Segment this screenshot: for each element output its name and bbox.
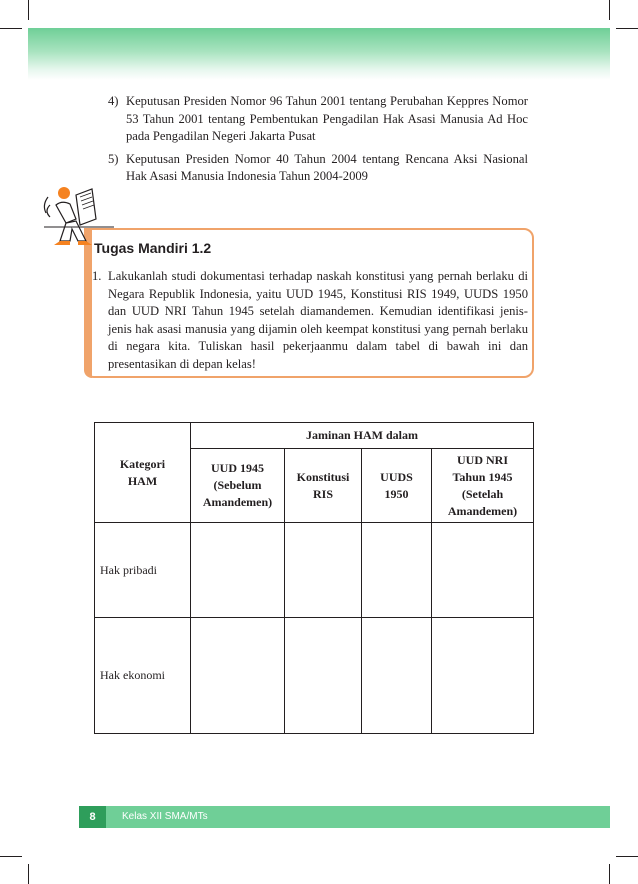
list-number: 4) bbox=[108, 94, 119, 108]
header-line: (Setelah bbox=[461, 486, 504, 501]
group-header: Jaminan HAM dalam bbox=[191, 423, 534, 449]
table-cell[interactable] bbox=[285, 523, 362, 618]
column-header-uuds bbox=[362, 449, 432, 523]
list-text: Keputusan Presiden Nomor 40 Tahun 2004 tentang Rencana Aksi Nasional Hak Asasi Manusia Indonesia Tahun 2004-2009 bbox=[126, 151, 528, 183]
header-line: (Sebelum bbox=[213, 478, 262, 492]
page-number: 8 bbox=[79, 806, 106, 828]
crop-mark bbox=[609, 0, 610, 20]
header-line: Konstitusi bbox=[296, 469, 350, 484]
category-header-line: HAM bbox=[127, 473, 158, 488]
header-line: 1950 bbox=[384, 486, 409, 501]
header-line: Amandemen) bbox=[447, 503, 518, 518]
crop-mark bbox=[609, 864, 610, 884]
list-number: 5) bbox=[108, 151, 119, 166]
header-line: UUD 1945 bbox=[211, 461, 264, 475]
header-line: Tahun 1945 bbox=[452, 469, 513, 484]
table-cell[interactable] bbox=[432, 523, 534, 618]
crop-mark bbox=[0, 28, 22, 29]
footer-text: Kelas XII SMA/MTs bbox=[122, 811, 208, 822]
decree-list bbox=[108, 93, 528, 191]
crop-mark bbox=[28, 864, 29, 884]
list-item bbox=[108, 151, 528, 186]
ham-table bbox=[94, 422, 534, 734]
header-line: Amandemen) bbox=[202, 495, 273, 509]
table-row bbox=[95, 618, 534, 734]
crop-mark bbox=[616, 856, 638, 857]
table-cell[interactable] bbox=[191, 523, 285, 618]
row-label: Hak ekonomi bbox=[95, 618, 191, 734]
column-header-ris bbox=[285, 449, 362, 523]
task-title: Tugas Mandiri 1.2 bbox=[94, 240, 212, 256]
list-text: Keputusan Presiden Nomor 96 Tahun 2001 tentang Perubahan Keppres Nomor 53 Tahun 2001 tentang Pembentukan Pengadilan Hak Asasi Manusia Ad Hoc pada Pengadilan Negeri Jakarta Pusat bbox=[126, 94, 528, 143]
header-line: UUD NRI bbox=[457, 452, 508, 467]
header-band bbox=[28, 28, 610, 80]
crop-mark bbox=[616, 28, 638, 29]
list-item bbox=[108, 93, 528, 146]
column-header-uud1945 bbox=[191, 449, 285, 523]
table-cell[interactable] bbox=[362, 618, 432, 734]
header-line: RIS bbox=[312, 486, 333, 501]
task-text: Lakukanlah studi dokumentasi terhadap naskah konstitusi yang pernah berlaku di Negara Republik Indonesia, yaitu UUD 1945, Konstitusi RIS 1949, UUDS 1950 dan UUD NRI Tahun 1945 setelah diamandemen. Kemudian identifikasi jenis-jenis hak asasi manusia yang dijamin oleh keempat konstitusi yang pernah berlaku di negara kita. Tuliskan hasil pekerjaanmu dalam tabel di bawah ini dan presentasikan di depan kelas! bbox=[108, 269, 528, 371]
column-header-uudnri bbox=[432, 449, 534, 523]
task-item bbox=[92, 268, 528, 373]
table-cell[interactable] bbox=[191, 618, 285, 734]
task-body bbox=[92, 268, 528, 373]
task-number: 1. bbox=[92, 269, 102, 283]
table-cell[interactable] bbox=[285, 618, 362, 734]
table-cell[interactable] bbox=[362, 523, 432, 618]
crop-mark bbox=[28, 0, 29, 20]
table-row bbox=[95, 523, 534, 618]
crop-mark bbox=[0, 856, 22, 857]
table-cell[interactable] bbox=[432, 618, 534, 734]
category-header-line: Kategori bbox=[119, 456, 166, 471]
category-header bbox=[95, 423, 191, 523]
header-line: UUDS bbox=[380, 469, 413, 484]
row-label: Hak pribadi bbox=[95, 523, 191, 618]
